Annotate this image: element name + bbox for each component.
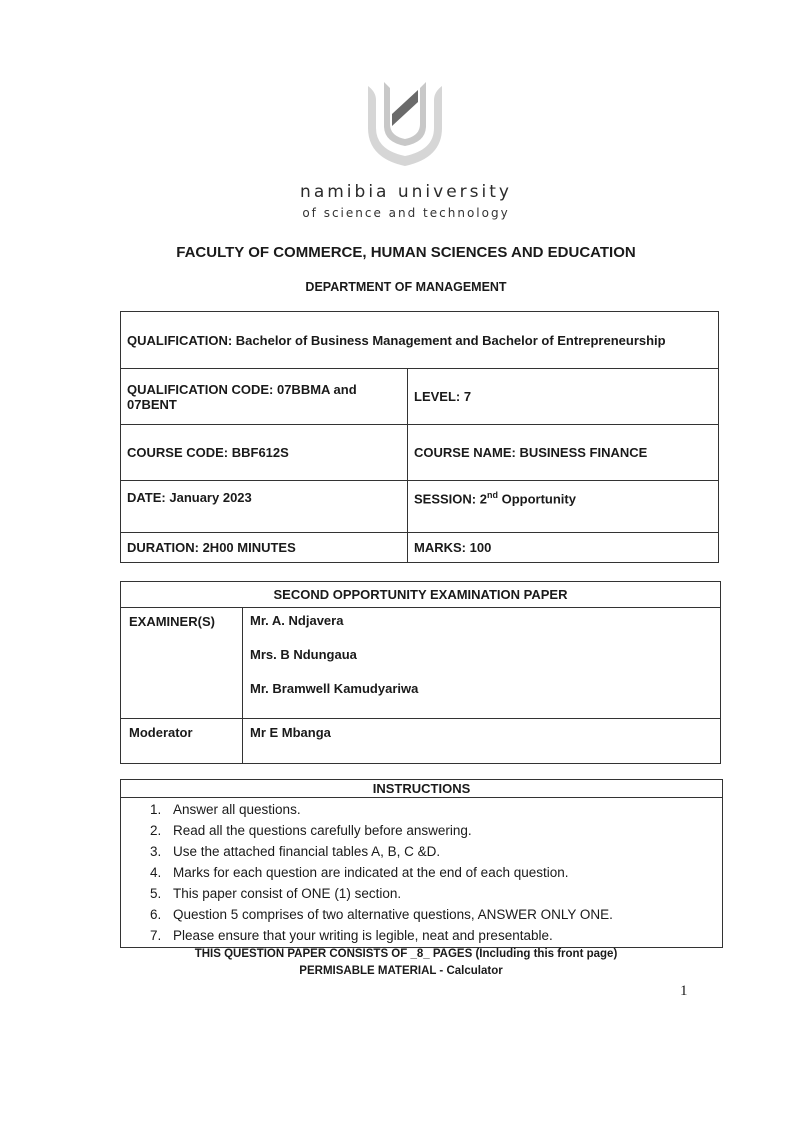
page-count-note: THIS QUESTION PAPER CONSISTS OF _8_ PAGES (Including this front page) (194, 948, 618, 960)
course-details-table (120, 311, 719, 563)
instructions-list (121, 800, 722, 947)
date-cell: DATE: January 2023 (121, 481, 408, 533)
faculty-title: FACULTY OF COMMERCE, HUMAN SCIENCES AND EDUCATION (176, 244, 636, 261)
marks-cell: MARKS: 100 (408, 533, 719, 563)
session-suffix: Opportunity (497, 491, 576, 507)
examiner-name: Mr. Bramwell Kamudyariwa (250, 681, 419, 696)
examiners-list (243, 608, 721, 719)
session-prefix: SESSION: 2 (414, 491, 487, 507)
list-item: 4. Marks for each question are indicated at the end of each question. (150, 865, 569, 880)
page-number: 1 (680, 983, 688, 999)
list-item: 3. Use the attached financial tables A, B, C &D. (150, 844, 441, 859)
course-name-cell: COURSE NAME: BUSINESS FINANCE (408, 425, 719, 481)
examiners-label: EXAMINER(S) (121, 608, 243, 719)
list-item: 6. Question 5 comprises of two alternative questions, ANSWER ONLY ONE. (150, 907, 613, 922)
university-name: namibia university (300, 182, 512, 202)
university-logo (362, 78, 448, 166)
list-item: 2. Read all the questions carefully before answering. (150, 823, 472, 838)
instructions-title: INSTRUCTIONS (121, 780, 723, 798)
list-item: 5. This paper consist of ONE (1) section. (150, 886, 402, 901)
qualification-code-cell: QUALIFICATION CODE: 07BBMA and 07BENT (121, 369, 408, 425)
examiner-name: Mrs. B Ndungaua (250, 647, 357, 662)
university-subtitle: of science and technology (302, 206, 510, 220)
permissible-material-note: PERMISABLE MATERIAL - Calculator (299, 965, 503, 977)
department-title: DEPARTMENT OF MANAGEMENT (305, 280, 507, 294)
moderator-label: Moderator (121, 719, 243, 764)
level-cell: LEVEL: 7 (408, 369, 719, 425)
examiner-name: Mr. A. Ndjavera (250, 613, 344, 628)
course-code-cell: COURSE CODE: BBF612S (121, 425, 408, 481)
exam-panel-title: SECOND OPPORTUNITY EXAMINATION PAPER (121, 582, 721, 608)
session-cell (408, 481, 719, 533)
duration-cell: DURATION: 2H00 MINUTES (121, 533, 408, 563)
exam-panel-table (120, 581, 721, 764)
session-superscript: nd (486, 490, 498, 500)
list-item: 1. Answer all questions. (150, 802, 301, 817)
instructions-table (120, 779, 723, 948)
list-item: 7. Please ensure that your writing is legible, neat and presentable. (150, 928, 553, 943)
moderator-name: Mr E Mbanga (243, 719, 721, 764)
qualification-cell: QUALIFICATION: Bachelor of Business Management and Bachelor of Entrepreneurship (121, 312, 719, 369)
